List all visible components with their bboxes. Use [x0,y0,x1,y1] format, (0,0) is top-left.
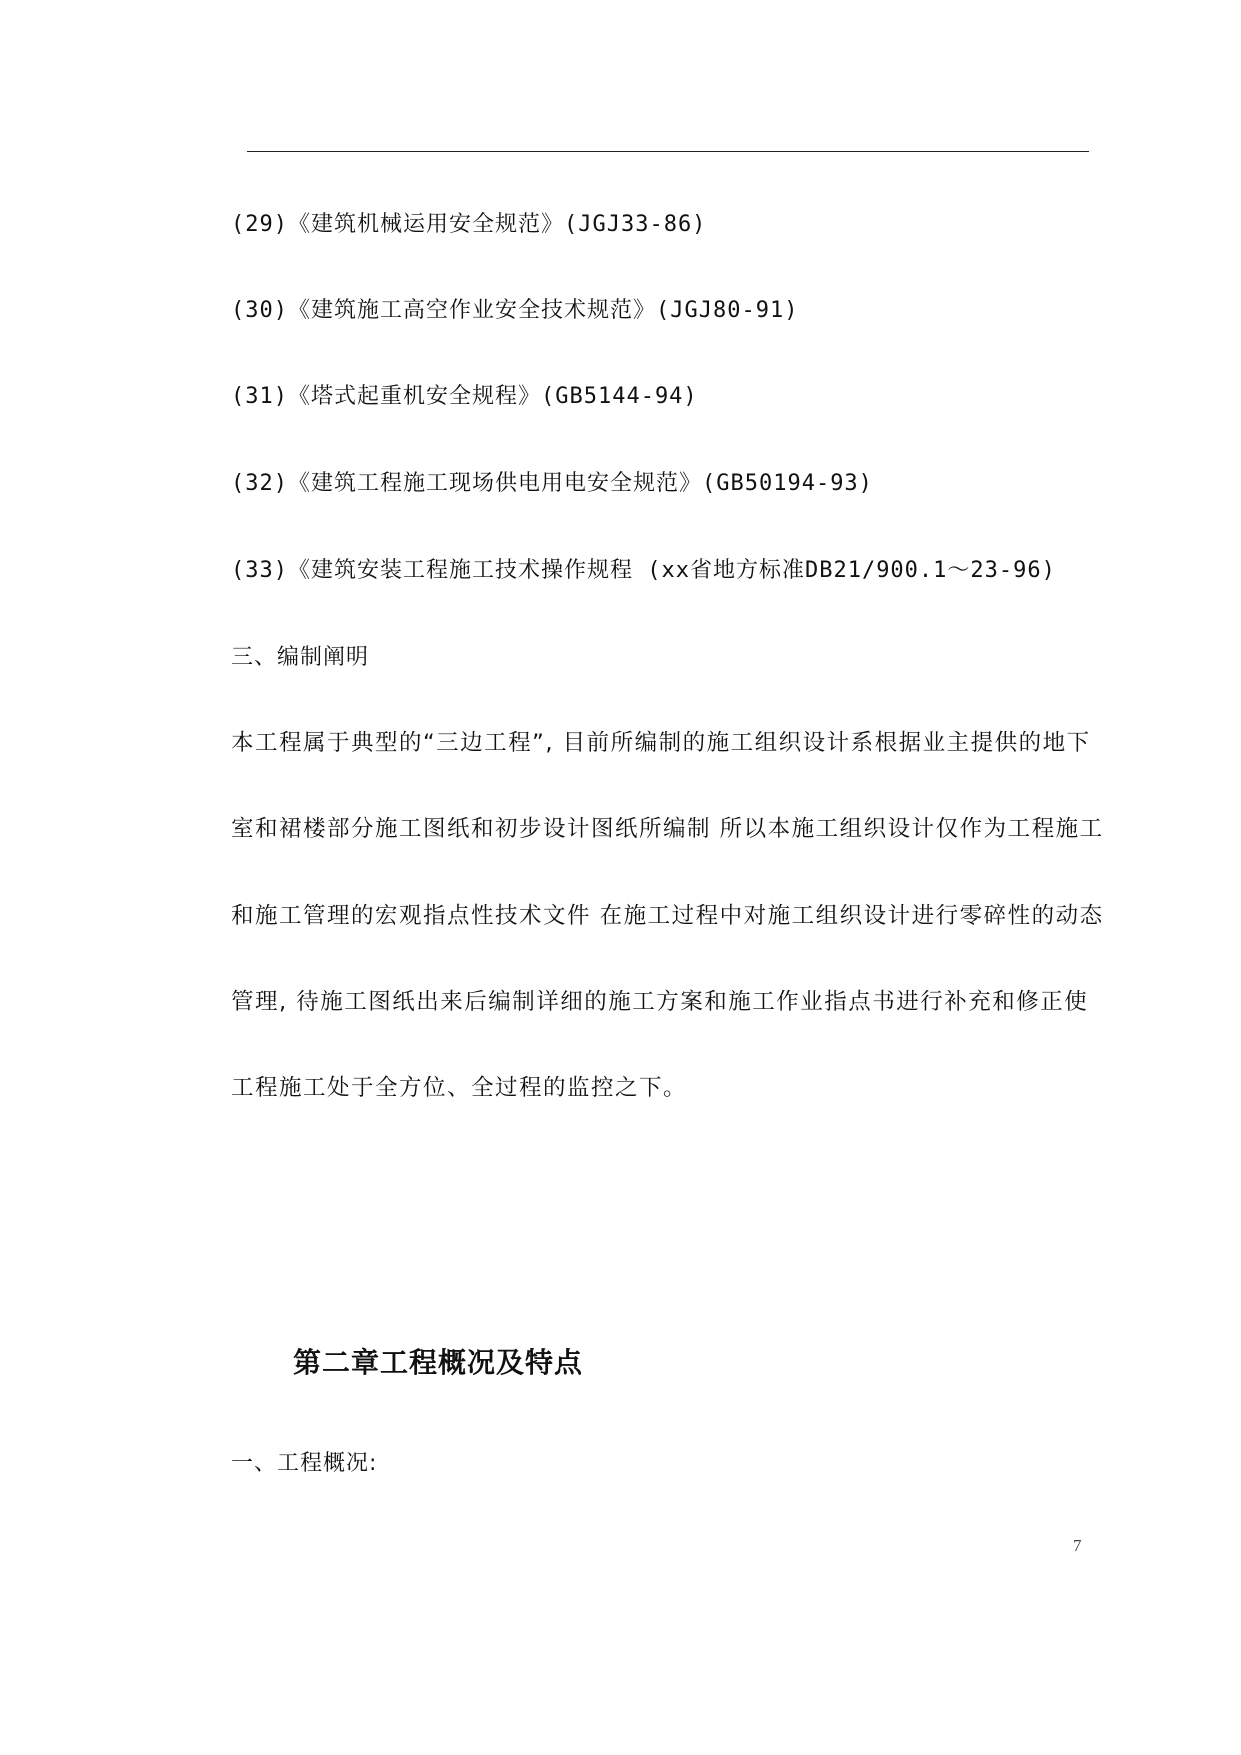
paragraph-line-1: 本工程属于典型的“三边工程”, 目前所编制的施工组织设计系根据业主提供的地下 [231,730,1091,756]
reference-31: (31)《塔式起重机安全规程》(GB5144-94) [231,384,698,409]
header-rule [247,151,1089,152]
paragraph-line-3: 和施工管理的宏观指点性技术文件 在施工过程中对施工组织设计进行零碎性的动态 [231,903,1104,929]
paragraph-line-2: 室和裙楼部分施工图纸和初步设计图纸所编制 所以本施工组织设计仅作为工程施工 [231,816,1104,842]
paragraph-line-5: 工程施工处于全方位、全过程的监控之下。 [231,1075,688,1101]
reference-32: (32)《建筑工程施工现场供电用电安全规范》(GB50194-93) [231,471,873,496]
reference-29: (29)《建筑机械运用安全规范》(JGJ33-86) [231,212,707,237]
reference-33: (33)《建筑安装工程施工技术操作规程 (xx省地方标准DB21/900.1～23-96) [231,558,1056,583]
section-one-heading: 一、工程概况: [231,1451,378,1476]
page-number: 7 [1073,1536,1082,1555]
reference-30: (30)《建筑施工高空作业安全技术规范》(JGJ80-91) [231,298,799,323]
chapter-two-title: 第二章工程概况及特点 [293,1346,584,1379]
section-three-heading: 三、编制阐明 [231,645,370,670]
paragraph-line-4: 管理, 待施工图纸出来后编制详细的施工方案和施工作业指点书进行补充和修正使 [231,989,1089,1015]
